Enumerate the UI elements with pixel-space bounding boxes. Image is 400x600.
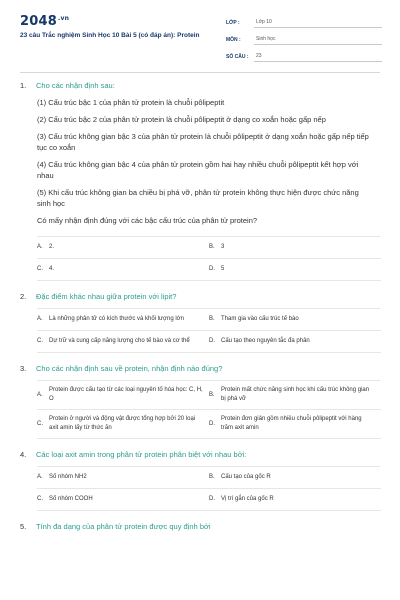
meta-row-class [226,14,382,28]
statement: (5) Khi cấu trúc không gian ba chiều bị phá vỡ, phân tử protein không thực hiện được chức năng sinh học [37,188,359,208]
document-header [0,0,400,72]
option-a[interactable] [37,381,209,410]
meta-label: SỐ CÂU : [226,54,249,60]
answer-options [37,380,380,439]
option-text: 4. [49,266,55,272]
question-2 [20,291,380,353]
statement: (4) Cấu trúc không gian bậc 4 của phân tử protein gồm hai hay nhiều chuỗi pôlipeptit kết hợp với nhau [37,160,359,180]
question-number: 4. [20,450,27,459]
question-text: Tính đa dạng của phân tử protein được quy định bởi [36,522,211,531]
question-4 [20,449,380,511]
option-letter: B. [209,244,215,250]
question-3 [20,363,380,439]
header-divider [20,72,380,73]
option-letter: A. [37,474,43,480]
question-heading [20,449,380,460]
question-text: Các loại axit amin trong phân tử protein phân biệt với nhau bởi: [36,450,247,459]
option-text: Protein đơn giản gồm nhiều chuỗi pôlipeptit với hàng trăm axit amin [221,416,362,431]
meta-label: MÔN : [226,37,241,43]
meta-row-count [226,48,382,62]
option-a[interactable] [37,467,209,489]
option-text: Vị trí gắn của gốc R [221,496,274,502]
answer-options [37,466,380,511]
question-heading [20,291,380,302]
question-text: Cho các nhận định sau: [36,81,115,90]
option-text: Protein mất chức năng sinh học khi cấu trúc không gian bị phá vỡ [221,387,370,402]
option-text: Cấu tạo của gốc R [221,474,271,480]
option-d[interactable] [209,259,381,281]
option-letter: A. [37,244,43,250]
option-letter: C. [37,496,43,502]
meta-value: Lớp 10 [254,18,382,28]
statement: (1) Cấu trúc bậc 1 của phân tử protein là chuỗi pôlipeptit [37,98,225,107]
option-text: Protein ở người và động vật được tổng hợp bởi 20 loại axit amin lấy từ thức ăn [49,416,196,431]
option-b[interactable] [209,467,381,489]
option-letter: C. [37,266,43,272]
meta-row-subject [226,31,382,45]
option-text: 3 [221,244,225,250]
option-text: Dự trữ và cung cấp năng lượng cho tế bào và cơ thể [49,338,190,344]
option-d[interactable] [209,489,381,511]
option-letter: D. [209,338,215,344]
option-d[interactable] [209,410,381,439]
answer-options [37,308,380,353]
option-a[interactable] [37,237,209,259]
document-title: 23 câu Trắc nghiệm Sinh Học 10 Bài 5 (có đáp án): Protein [20,32,200,39]
option-letter: A. [37,316,43,322]
option-letter: B. [209,474,215,480]
option-b[interactable] [209,381,381,410]
option-letter: D. [209,496,215,502]
option-letter: D. [209,266,215,272]
question-text: Cho các nhận định sau về protein, nhận định nào đúng? [36,364,223,373]
option-text: Protein được cấu tạo từ các loại nguyên tố hóa học: C, H, O [49,387,203,402]
question-heading [20,363,380,374]
question-heading [20,80,380,91]
option-a[interactable] [37,309,209,331]
answer-options [37,236,380,281]
option-letter: C. [37,338,43,344]
option-b[interactable] [209,309,381,331]
option-c[interactable] [37,331,209,353]
option-text: Cấu tạo theo nguyên tắc đa phân [221,338,310,344]
site-logo[interactable] [20,14,69,29]
meta-label: LỚP : [226,20,240,26]
option-text: Là những phân tử có kích thước và khối lượng lớn [49,316,184,322]
question-number: 2. [20,292,27,301]
option-d[interactable] [209,331,381,353]
document-meta [226,14,382,65]
logo-suffix: .vn [57,14,70,22]
statement: (2) Cấu trúc bậc 2 của phân tử protein là chuỗi pôlipeptit ở dạng co xoắn hoặc gấp nếp [37,115,326,124]
question-number: 3. [20,364,27,373]
option-letter: C. [37,420,43,427]
question-5-heading [20,521,380,532]
statement: (3) Cấu trúc không gian bậc 3 của phân tử protein là chuỗi pôlipeptit ở dạng xoắn hoặc gấp nếp tiếp tục co xoắn [37,132,369,152]
question-number: 5. [20,522,27,531]
option-letter: A. [37,391,43,398]
question-list [20,80,380,532]
meta-value: 23 [254,52,382,62]
question-number: 1. [20,81,27,90]
logo-text: 2048 [20,14,57,29]
option-letter: D. [209,420,215,427]
option-letter: B. [209,391,215,398]
option-c[interactable] [37,410,209,439]
question-text: Đặc điểm khác nhau giữa protein với lipit? [36,292,177,301]
question-1 [20,80,380,281]
option-text: 5 [221,266,225,272]
option-text: Số nhóm COOH [49,496,93,502]
option-letter: B. [209,316,215,322]
option-b[interactable] [209,237,381,259]
option-c[interactable] [37,489,209,511]
meta-value: Sinh học [254,35,382,45]
option-c[interactable] [37,259,209,281]
option-text: 2. [49,244,55,250]
option-text: Số nhóm NH2 [49,474,87,480]
question-prompt: Có mấy nhận định đúng với các bậc cấu trúc của phân tử protein? [37,216,258,225]
option-text: Tham gia vào cấu trúc tế bào [221,316,299,322]
